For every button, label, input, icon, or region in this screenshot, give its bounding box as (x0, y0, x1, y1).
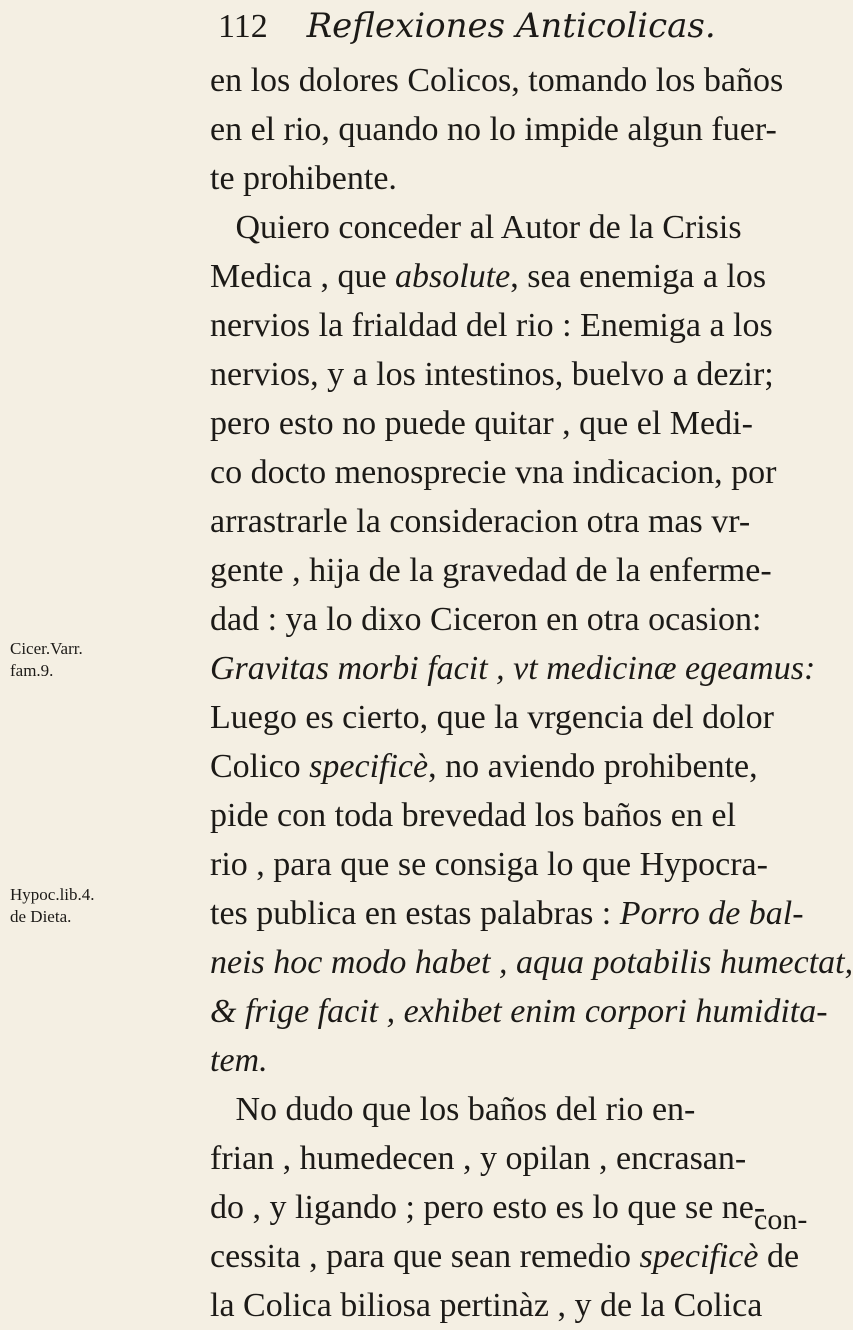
text-segment: gente , hija de la gravedad de la enferme- (210, 552, 772, 589)
text-segment: nervios, y a los intestinos, buelvo a dezir; (210, 356, 774, 393)
text-segment: rio , para que se consiga lo que Hypocra- (210, 846, 768, 883)
text-segment: Medica , que (210, 258, 396, 295)
text-segment: te prohibente. (210, 160, 397, 197)
margin-note-line: Hypoc.lib.4. (10, 885, 95, 904)
italic-text-segment: tem. (210, 1042, 268, 1079)
text-line (210, 1232, 800, 1281)
text-segment: do , y ligando ; pero esto es lo que se ne- (210, 1189, 766, 1226)
margin-note-cicero (10, 638, 120, 682)
text-segment: , sea enemiga a los (510, 258, 767, 295)
page-number: 112 (218, 8, 268, 45)
text-line (210, 693, 800, 742)
body-text (210, 56, 853, 1330)
text-segment: Luego es cierto, que la vrgencia del dolor (210, 699, 774, 736)
text-line (210, 840, 800, 889)
text-segment: pero esto no puede quitar , que el Medi- (210, 405, 753, 442)
text-line (210, 252, 800, 301)
text-line (210, 1134, 800, 1183)
text-segment: , no aviendo prohibente, (428, 748, 758, 785)
text-line (210, 301, 800, 350)
text-segment: co docto menosprecie vna indicacion, por (210, 454, 777, 491)
text-line (210, 889, 804, 938)
text-line (210, 56, 800, 105)
text-line (210, 448, 800, 497)
text-line (210, 595, 800, 644)
text-line (210, 203, 800, 252)
text-segment: nervios la frialdad del rio : Enemiga a los (210, 307, 773, 344)
text-line (210, 791, 800, 840)
text-segment: pide con toda brevedad los baños en el (210, 797, 736, 834)
text-line (210, 644, 816, 693)
text-line (210, 742, 800, 791)
text-line (210, 350, 800, 399)
margin-note-line: fam.9. (10, 661, 54, 680)
text-segment: tes publica en estas palabras : (210, 895, 620, 932)
text-line (210, 399, 800, 448)
text-line (210, 497, 800, 546)
italic-text-segment: Porro de bal- (619, 895, 804, 932)
text-segment: de (758, 1238, 800, 1275)
text-line (210, 105, 800, 154)
catchword: con- (754, 1203, 808, 1236)
text-line (210, 938, 853, 987)
italic-text-segment: specificè (309, 748, 429, 785)
text-segment: en los dolores Colicos, tomando los baños (210, 62, 784, 99)
margin-note-line: de Dieta. (10, 907, 72, 926)
text-segment: arrastrarle la consideracion otra mas vr- (210, 503, 751, 540)
italic-text-segment: absolute (395, 258, 511, 295)
text-line (210, 1085, 800, 1134)
italic-text-segment: specificè (639, 1238, 759, 1275)
text-segment: Colico (210, 748, 310, 785)
text-segment: la Colica biliosa pertinàz , y de la Colica (210, 1287, 763, 1324)
text-segment: en el rio, quando no lo impide algun fuer- (210, 111, 777, 148)
text-line (210, 546, 800, 595)
italic-text-segment: & frige facit , exhibet enim corpori humidita- (210, 993, 828, 1030)
text-segment: Quiero conceder al Autor de la Crisis (210, 209, 742, 246)
text-segment: frian , humedecen , y opilan , encrasan- (210, 1140, 747, 1177)
margin-note-hypocrates (10, 884, 120, 928)
text-line (210, 1281, 800, 1330)
text-line (210, 1183, 800, 1232)
text-segment: dad : ya lo dixo Ciceron en otra ocasion: (210, 601, 762, 638)
margin-note-line: Cicer.Varr. (10, 639, 83, 658)
text-segment: No dudo que los baños del rio en- (210, 1091, 696, 1128)
text-line (210, 987, 828, 1036)
text-line (210, 154, 800, 203)
italic-text-segment: neis hoc modo habet , aqua potabilis humectat, (210, 944, 853, 981)
italic-text-segment: Gravitas morbi facit , vt medicinæ egeamus: (210, 650, 816, 687)
text-segment: cessita , para que sean remedio (210, 1238, 640, 1275)
running-header (218, 6, 716, 56)
running-title: Reflexiones Anticolicas. (306, 6, 716, 46)
text-line (210, 1036, 800, 1085)
